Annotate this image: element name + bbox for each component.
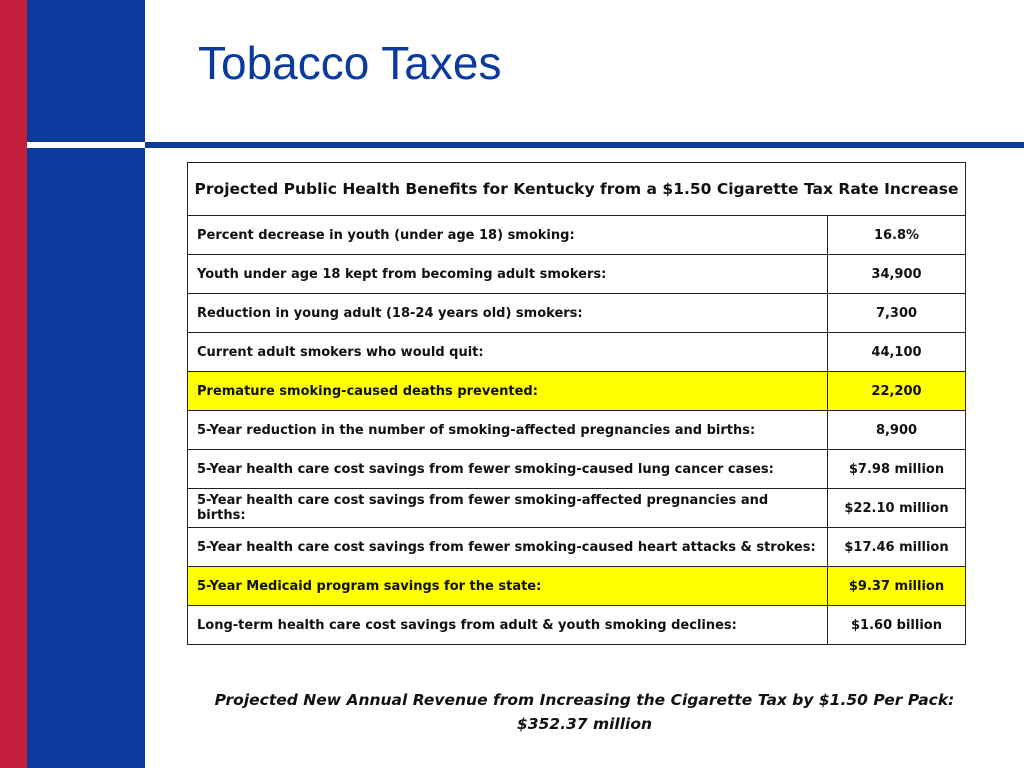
table-heading: Projected Public Health Benefits for Kentucky from a $1.50 Cigarette Tax Rate Increase bbox=[188, 163, 966, 216]
row-label: Reduction in young adult (18-24 years old) smokers: bbox=[188, 294, 828, 333]
table-row bbox=[188, 528, 966, 567]
row-value: $22.10 million bbox=[828, 489, 966, 528]
health-benefits-table bbox=[187, 162, 966, 645]
row-label: 5-Year Medicaid program savings for the state: bbox=[188, 567, 828, 606]
revenue-note bbox=[187, 688, 982, 736]
row-label: 5-Year health care cost savings from fewer smoking-affected pregnancies and births: bbox=[188, 489, 828, 528]
row-value: 44,100 bbox=[828, 333, 966, 372]
row-value: 7,300 bbox=[828, 294, 966, 333]
row-value: 22,200 bbox=[828, 372, 966, 411]
table-row bbox=[188, 216, 966, 255]
row-label: Long-term health care cost savings from adult & youth smoking declines: bbox=[188, 606, 828, 645]
white-divider-line bbox=[27, 142, 145, 148]
table-row bbox=[188, 372, 966, 411]
row-value: $7.98 million bbox=[828, 450, 966, 489]
table-row bbox=[188, 489, 966, 528]
table-row bbox=[188, 567, 966, 606]
table-row bbox=[188, 333, 966, 372]
row-value: 8,900 bbox=[828, 411, 966, 450]
table-row bbox=[188, 450, 966, 489]
table-body bbox=[188, 216, 966, 645]
row-label: Current adult smokers who would quit: bbox=[188, 333, 828, 372]
table-row bbox=[188, 294, 966, 333]
row-value: $1.60 billion bbox=[828, 606, 966, 645]
revenue-note-amount: $352.37 million bbox=[516, 715, 653, 733]
row-label: Percent decrease in youth (under age 18) smoking: bbox=[188, 216, 828, 255]
row-label: Premature smoking-caused deaths prevented: bbox=[188, 372, 828, 411]
row-label: 5-Year reduction in the number of smoking-affected pregnancies and births: bbox=[188, 411, 828, 450]
table-header-row bbox=[188, 163, 966, 216]
row-label: 5-Year health care cost savings from fewer smoking-caused heart attacks & strokes: bbox=[188, 528, 828, 567]
row-value: 16.8% bbox=[828, 216, 966, 255]
row-value: 34,900 bbox=[828, 255, 966, 294]
table-row bbox=[188, 606, 966, 645]
revenue-note-line1: Projected New Annual Revenue from Increasing the Cigarette Tax by $1.50 Per Pack: bbox=[214, 691, 955, 709]
row-label: 5-Year health care cost savings from fewer smoking-caused lung cancer cases: bbox=[188, 450, 828, 489]
row-value: $9.37 million bbox=[828, 567, 966, 606]
row-label: Youth under age 18 kept from becoming adult smokers: bbox=[188, 255, 828, 294]
red-side-stripe bbox=[0, 0, 27, 768]
blue-side-stripe bbox=[27, 0, 145, 768]
blue-divider-line bbox=[145, 142, 1024, 148]
slide-title: Tobacco Taxes bbox=[198, 37, 502, 89]
row-value: $17.46 million bbox=[828, 528, 966, 567]
table-row bbox=[188, 255, 966, 294]
table-row bbox=[188, 411, 966, 450]
